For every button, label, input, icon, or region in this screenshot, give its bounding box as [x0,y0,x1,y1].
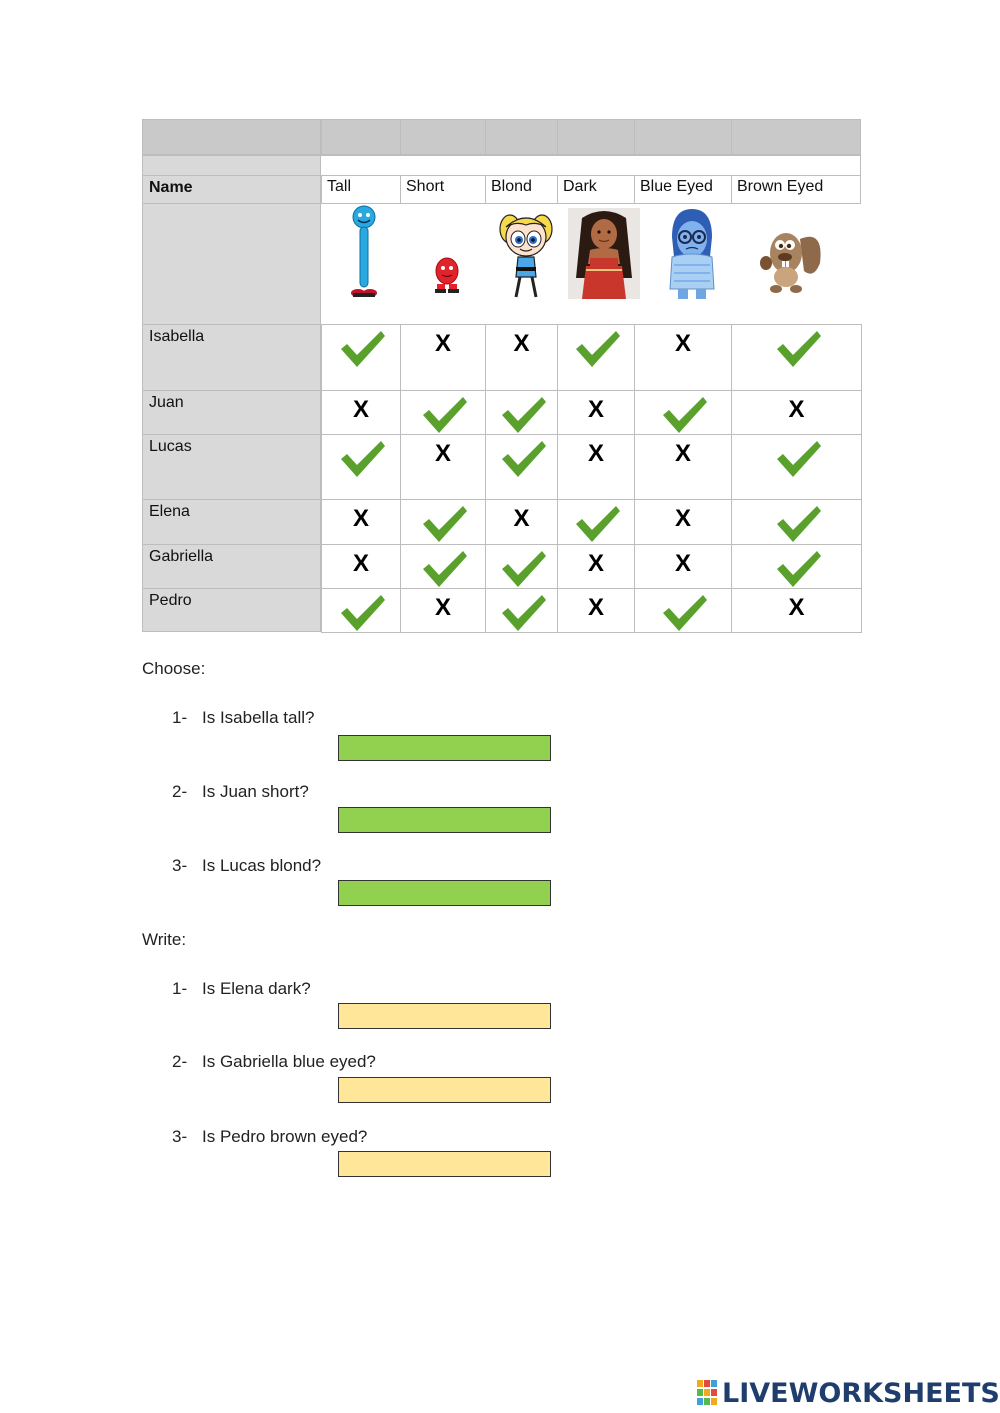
question-number: 1- [172,979,188,998]
check-mark-icon [661,593,709,633]
cross-mark: X [675,505,692,532]
check-mark-icon [339,329,387,369]
check-mark-icon [421,549,469,589]
cross-mark: X [435,594,452,621]
check-mark-icon [775,439,823,479]
cross-mark: X [788,594,805,621]
cross-mark: X [353,396,370,423]
check-mark-icon [500,549,548,589]
choose-answer-dropdown[interactable] [338,880,551,906]
check-mark-icon [500,395,548,435]
row-name-cell [142,324,321,391]
write-label: Write: [142,930,187,949]
row-name-cell [142,390,321,435]
name-header: Name [149,179,193,196]
row-name: Isabella [149,328,205,345]
table-top-band [485,119,558,155]
cross-mark: X [675,550,692,577]
dark-haired-girl-cartoon-icon [568,208,640,299]
check-mark-icon [421,395,469,435]
check-mark-icon [775,504,823,544]
liveworksheets-logo [697,1376,1000,1410]
cross-mark: X [588,440,605,467]
question-text: Is Juan short? [202,782,309,801]
characteristics-table [142,119,861,632]
blue-eyed-character-icon [662,207,722,303]
row-name-cell [142,544,321,589]
question-text: Is Elena dark? [202,979,311,998]
question-number: 2- [172,1052,188,1071]
blond-girl-cartoon-icon [498,207,554,303]
check-mark-icon [574,329,622,369]
liveworksheets-logo-text: LIVEWORKSHEETS [722,1377,1000,1409]
cross-mark: X [588,396,605,423]
question-text: Is Lucas blond? [202,856,322,875]
row-name: Gabriella [149,548,214,565]
column-header-blond: Blond [485,175,558,204]
write-answer-input[interactable] [338,1151,551,1177]
table-top-band [557,119,635,155]
row-name: Juan [149,394,184,411]
cross-mark: X [513,330,530,357]
table-top-band [400,119,486,155]
small-red-cartoon-icon [432,255,462,295]
choose-answer-dropdown[interactable] [338,807,551,833]
check-mark-icon [775,329,823,369]
cross-mark: X [435,440,452,467]
table-top-band [731,119,861,155]
question-number: 2- [172,782,188,801]
check-mark-icon [421,504,469,544]
choose-answer-dropdown[interactable] [338,735,551,761]
row-name: Elena [149,503,190,520]
brown-eyed-squirrel-icon [754,219,826,299]
spacer-cell [142,155,321,176]
row-name: Pedro [149,592,192,609]
question-number: 3- [172,856,188,875]
row-name: Lucas [149,438,192,455]
row-name-cell [142,588,321,632]
table-top-band [634,119,732,155]
check-mark-icon [500,439,548,479]
question-text: Is Gabriella blue eyed? [202,1052,376,1071]
column-header-brown-eyed: Brown Eyed [731,175,861,204]
question-text: Is Isabella tall? [202,708,315,727]
cross-mark: X [675,330,692,357]
row-name-cell [142,434,321,500]
choose-label: Choose: [142,659,206,678]
spacer-cell [321,155,861,176]
write-answer-input[interactable] [338,1003,551,1029]
cross-mark: X [588,594,605,621]
question-number: 3- [172,1127,188,1146]
cross-mark: X [675,440,692,467]
cross-mark: X [353,505,370,532]
cross-mark: X [513,505,530,532]
column-header-dark: Dark [557,175,635,204]
question-text: Is Pedro brown eyed? [202,1127,368,1146]
table-top-band [142,119,321,155]
check-mark-icon [339,439,387,479]
cross-mark: X [588,550,605,577]
liveworksheets-logo-icon [697,1380,719,1406]
question-number: 1- [172,708,188,727]
column-header-short: Short [400,175,486,204]
table-top-band [321,119,401,155]
check-mark-icon [661,395,709,435]
picture-row-label-cell [142,203,321,325]
name-header-cell [142,175,321,204]
column-header-tall: Tall [321,175,401,204]
check-mark-icon [775,549,823,589]
cross-mark: X [435,330,452,357]
tall-blue-cartoon-icon [344,205,384,301]
cross-mark: X [353,550,370,577]
check-mark-icon [574,504,622,544]
row-name-cell [142,499,321,545]
check-mark-icon [339,593,387,633]
column-header-blue-eyed: Blue Eyed [634,175,732,204]
cross-mark: X [788,396,805,423]
write-answer-input[interactable] [338,1077,551,1103]
check-mark-icon [500,593,548,633]
